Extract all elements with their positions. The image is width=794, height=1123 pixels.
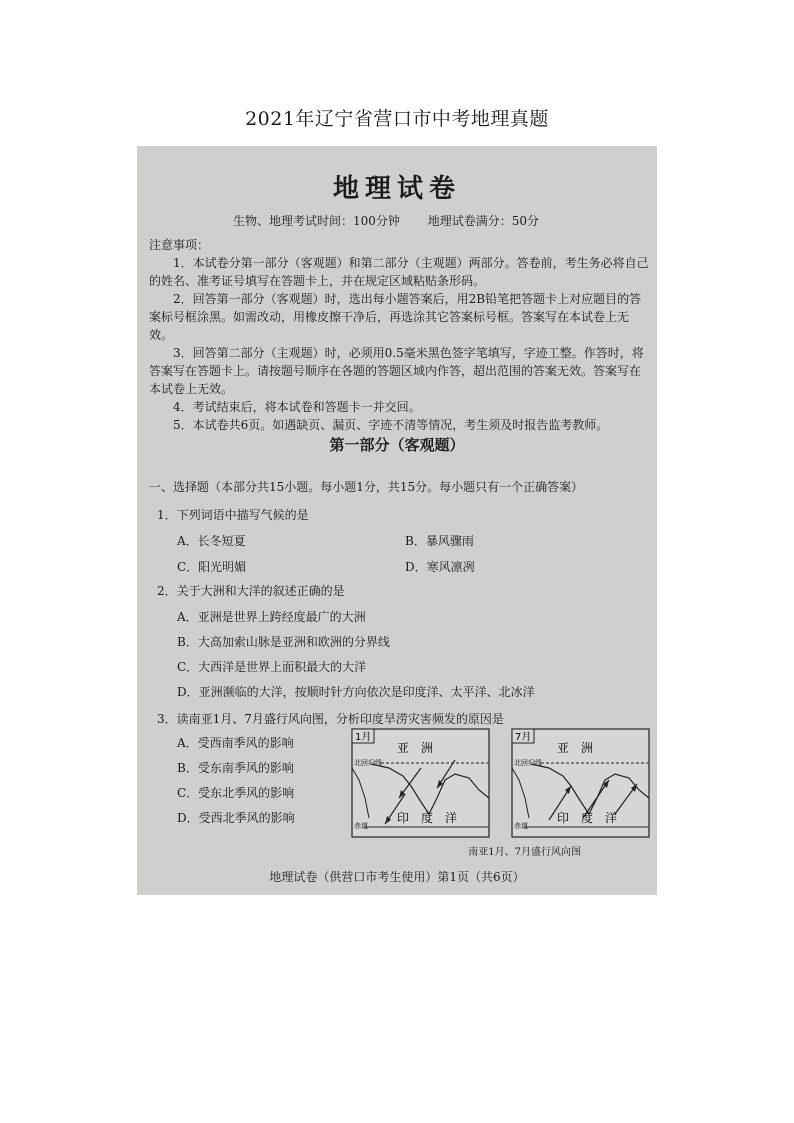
exam-time: 生物、地理考试时间：100分钟: [233, 214, 400, 228]
tropic-label: 北回归线: [354, 759, 382, 767]
option-d: D．寒风凛冽: [405, 560, 475, 574]
question-stem: 3．读南亚1月、7月盛行风向图，分析印度旱涝灾害频发的原因是: [157, 712, 504, 726]
section-title: 第一部分（客观题）: [329, 436, 465, 454]
choice-instructions: 一、选择题（本部分共15小题。每小题1分，共15分。每小题只有一个正确答案）: [149, 480, 584, 494]
notice-item: 3．回答第二部分（主观题）时，必须用0.5毫米黑色签字笔填写，字迹工整。作答时，将答案写在答题卡上。请按题号顺序在各题的答题区域内作答，超出范围的答案无效。答案写在本试卷上无效。: [149, 346, 644, 396]
tropic-label: 北回归线: [514, 759, 542, 767]
option-c: C．大西洋是世界上面积最大的大洋: [177, 660, 367, 674]
exam-title: 地理试卷: [332, 174, 461, 204]
option-c: C．阳光明媚: [177, 560, 247, 574]
ocean-label: 印 度 洋: [557, 811, 618, 825]
equator-label: 赤道: [514, 822, 528, 830]
ocean-label: 印 度 洋: [397, 811, 458, 825]
question-stem: 2．关于大洲和大洋的叙述正确的是: [157, 584, 345, 598]
option-a: A．长冬短夏: [177, 534, 246, 548]
january-map: [352, 729, 489, 837]
option-b: B．大高加索山脉是亚洲和欧洲的分界线: [177, 635, 390, 649]
option-a: A．受西南季风的影响: [177, 736, 294, 750]
exam-full-score: 地理试卷满分：50分: [427, 214, 540, 228]
page-title: 2021年辽宁省营口市中考地理真题: [245, 108, 549, 130]
question-stem: 1．下列词语中描写气候的是: [157, 508, 309, 522]
option-c: C．受东北季风的影响: [177, 786, 295, 800]
notice-item: 4．考试结束后，将本试卷和答题卡一并交回。: [173, 400, 421, 414]
scanned-exam-page: [137, 146, 657, 895]
july-map: [512, 729, 649, 837]
south-asia-wind-maps: [351, 728, 651, 846]
notice-item: 2．回答第一部分（客观题）时，选出每小题答案后，用2B铅笔把答题卡上对应题目的答案标号框涂黑。如需改动，用橡皮擦干净后，再选涂其它答案标号框。答案写在本试卷上无效。: [149, 292, 642, 342]
option-b: B．暴风骤雨: [405, 534, 474, 548]
equator-label: 赤道: [354, 822, 368, 830]
exam-meta: [233, 212, 539, 229]
page-footer: 地理试卷（供营口市考生使用）第1页（共6页）: [269, 870, 525, 884]
option-b: B．受东南季风的影响: [177, 761, 294, 775]
option-a: A．亚洲是世界上跨经度最广的大洲: [177, 610, 366, 624]
notice-heading: 注意事项：: [149, 238, 210, 252]
continent-label: 亚 洲: [557, 741, 594, 755]
continent-label: 亚 洲: [397, 741, 434, 755]
option-d: D．亚洲濒临的大洋，按顺时针方向依次是印度洋、太平洋、北冰洋: [177, 685, 535, 699]
option-d: D．受西北季风的影响: [177, 811, 295, 825]
map-caption: 南亚1月、7月盛行风向图: [468, 847, 581, 858]
july-label: 7月: [515, 732, 532, 743]
notice-item: 1．本试卷分第一部分（客观题）和第二部分（主观题）两部分。答卷前，考生务必将自己的姓名、准考证号填写在答题卡上，并在规定区域粘贴条形码。: [149, 256, 649, 288]
january-label: 1月: [355, 732, 372, 743]
notice-block: [149, 236, 649, 434]
notice-item: 5．本试卷共6页。如遇缺页、漏页、字迹不清等情况，考生须及时报告监考教师。: [173, 418, 609, 432]
